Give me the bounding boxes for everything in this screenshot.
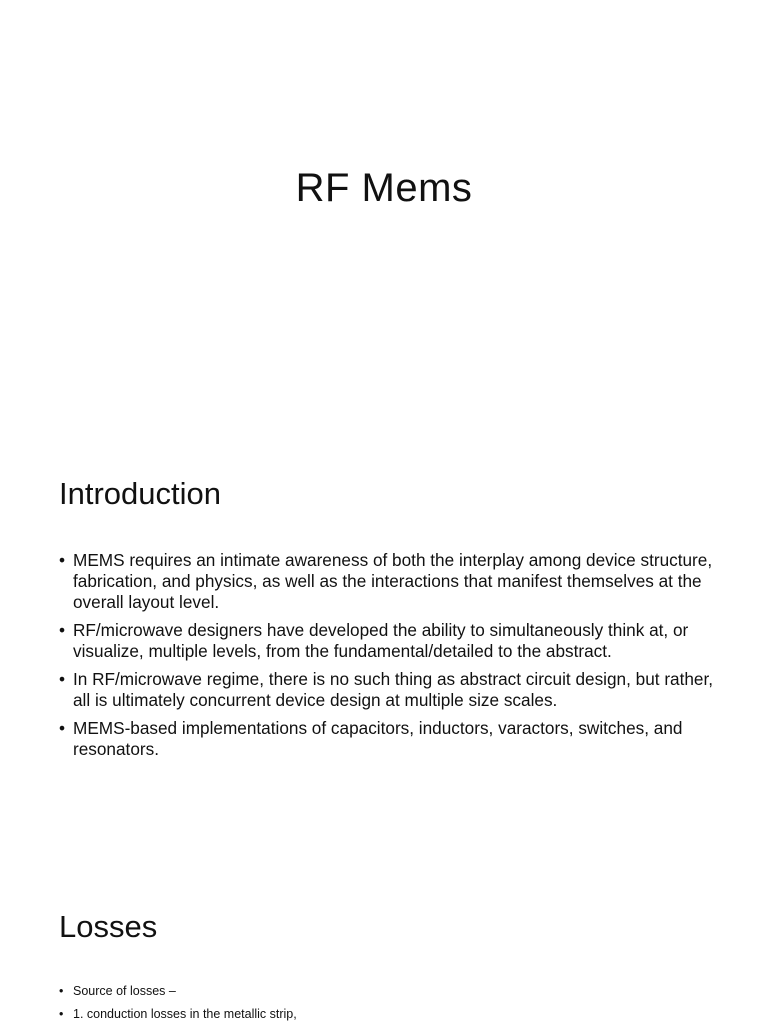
slide-title: RF Mems — [295, 166, 473, 210]
bullet-text: In RF/microwave regime, there is no such thing as abstract circuit design, but rather, all is ultimately concurrent device design at multiple size scales. — [73, 669, 714, 710]
introduction-heading: Introduction — [59, 476, 221, 511]
list-item — [59, 983, 719, 999]
bullet-icon: • — [59, 620, 66, 640]
bullet-text: RF/microwave designers have developed the ability to simultaneously think at, or visualize, multiple levels, from the fundamental/detailed to the abstract. — [73, 620, 689, 661]
bullet-icon: • — [59, 550, 66, 570]
bullet-text: MEMS-based implementations of capacitors, inductors, varactors, switches, and resonators. — [73, 718, 683, 759]
bullet-text: MEMS requires an intimate awareness of both the interplay among device structure, fabrication, and physics, as well as the interactions that manifest themselves at the overall layout level. — [73, 550, 713, 612]
list-item — [59, 1006, 719, 1022]
bullet-icon: • — [59, 718, 66, 738]
losses-heading: Losses — [59, 909, 158, 944]
bullet-text: 1. conduction losses in the metallic strip, — [73, 1007, 297, 1021]
bullet-icon: • — [59, 669, 66, 689]
bullet-icon: • — [59, 984, 64, 998]
losses-bullet-list — [59, 983, 719, 1029]
bullet-icon: • — [59, 1007, 64, 1021]
bullet-text: Source of losses – — [73, 984, 176, 998]
